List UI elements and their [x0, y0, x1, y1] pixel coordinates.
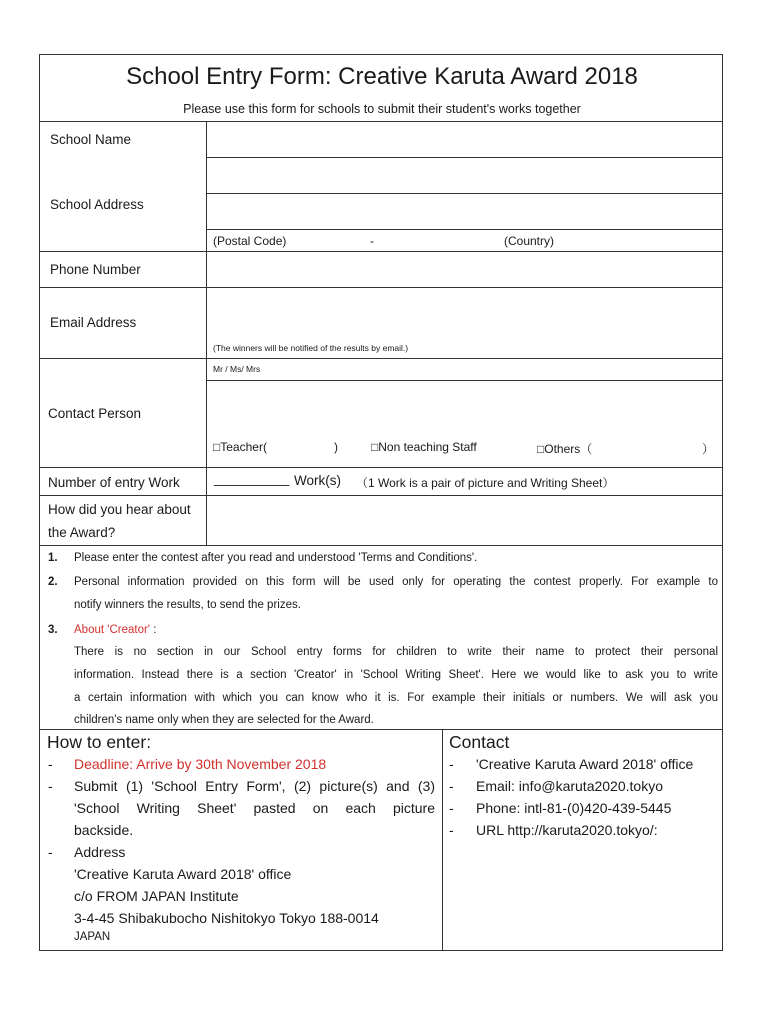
contact-url[interactable]: URL http://karuta2020.tokyo/: [476, 822, 658, 838]
email-address-label: Email Address [50, 315, 137, 330]
country-label: (Country) [504, 234, 555, 248]
note-2-line2: notify winners the results, to send the prizes. [74, 599, 301, 611]
divider [206, 229, 722, 230]
note-3-line1: There is no section in our School entry forms for children to write their name to protect their personal [74, 646, 718, 658]
school-address-line2-input[interactable] [207, 194, 721, 228]
bullet: - [449, 778, 454, 794]
hear-about-label-line2: the Award? [48, 525, 116, 540]
entry-form [39, 54, 723, 951]
contact-person-label: Contact Person [48, 406, 142, 421]
note-3-title: About 'Creator' [74, 624, 150, 636]
page-title: School Entry Form: Creative Karuta Award 2018 [126, 63, 638, 90]
column-divider [442, 729, 443, 951]
note-3-heading [74, 619, 156, 642]
contact-phone: Phone: intl-81-(0)420-439-5445 [476, 800, 672, 816]
address-label: Address [74, 844, 126, 860]
bullet: - [48, 844, 53, 860]
address-line3: 3-4-45 Shibakubocho Nishitokyo Tokyo 188-0014 [74, 910, 379, 926]
note-1: Please enter the contest after you read and understood 'Terms and Conditions'. [74, 552, 478, 564]
submit-line3: backside. [74, 822, 134, 838]
address-line4: JAPAN [74, 931, 111, 943]
submit-line2: 'School Writing Sheet' pasted on each picture [74, 800, 435, 816]
divider [40, 358, 722, 359]
bullet: - [449, 756, 454, 772]
page-subtitle: Please use this form for schools to submit their student's works together [183, 102, 581, 116]
teacher-paren-close: ) [334, 440, 338, 454]
email-note: (The winners will be notified of the results by email.) [213, 343, 409, 353]
how-to-enter-heading: How to enter: [47, 732, 152, 752]
note-number: 3. [48, 624, 58, 636]
divider [40, 467, 722, 468]
bullet: - [449, 800, 454, 816]
contact-heading: Contact [449, 732, 510, 752]
others-checkbox[interactable]: □Others（ [537, 442, 593, 456]
submit-line1: Submit (1) 'School Entry Form', (2) picture(s) and (3) [74, 778, 435, 794]
address-line1: 'Creative Karuta Award 2018' office [74, 866, 292, 882]
phone-number-label: Phone Number [50, 262, 141, 277]
deadline-text: Deadline: Arrive by 30th November 2018 [74, 756, 327, 772]
divider [40, 545, 722, 546]
note-number: 1. [48, 552, 58, 564]
teacher-checkbox[interactable]: □Teacher( [213, 440, 267, 454]
entry-work-note: （1 Work is a pair of picture and Writing Sheet） [356, 476, 615, 490]
hear-about-label-line1: How did you hear about [48, 502, 191, 517]
note-3-line4: children's name only when they are selected for the Award. [74, 714, 374, 726]
phone-number-input[interactable] [207, 252, 721, 286]
entry-work-count-input[interactable]: __________ [214, 471, 290, 486]
school-address-label: School Address [50, 197, 144, 212]
postal-dash: - [370, 234, 374, 248]
bullet: - [449, 822, 454, 838]
school-name-label: School Name [50, 132, 132, 147]
note-2-line1: Personal information provided on this form will be used only for operating the contest properly. For example to [74, 576, 718, 588]
email-address-input[interactable] [207, 288, 721, 338]
note-3-colon: : [153, 624, 157, 636]
bullet: - [48, 756, 53, 772]
non-teaching-staff-checkbox[interactable]: □Non teaching Staff [371, 440, 477, 454]
entry-work-unit: Work(s) [294, 473, 341, 488]
postal-code-label: (Postal Code) [213, 234, 287, 248]
address-line2: c/o FROM JAPAN Institute [74, 888, 239, 904]
hear-about-input[interactable] [207, 496, 721, 544]
contact-email[interactable]: Email: info@karuta2020.tokyo [476, 778, 663, 794]
note-3-line3: a certain information with which you can know who it is. For example their initials or numbers. We will ask you [74, 692, 718, 704]
school-name-input[interactable] [207, 122, 721, 156]
entry-work-label: Number of entry Work [48, 475, 180, 490]
bullet: - [48, 778, 53, 794]
note-3-line2: information. Instead there is a section 'Creator' in 'School Writing Sheet'. Here we would like to ask you to write [74, 669, 718, 681]
honorific-label: Mr / Ms/ Mrs [213, 364, 261, 374]
school-address-line1-input[interactable] [207, 158, 721, 192]
note-number: 2. [48, 576, 58, 588]
contact-person-input[interactable] [207, 381, 721, 431]
others-paren-close: ） [702, 442, 715, 456]
contact-office: 'Creative Karuta Award 2018' office [476, 756, 694, 772]
